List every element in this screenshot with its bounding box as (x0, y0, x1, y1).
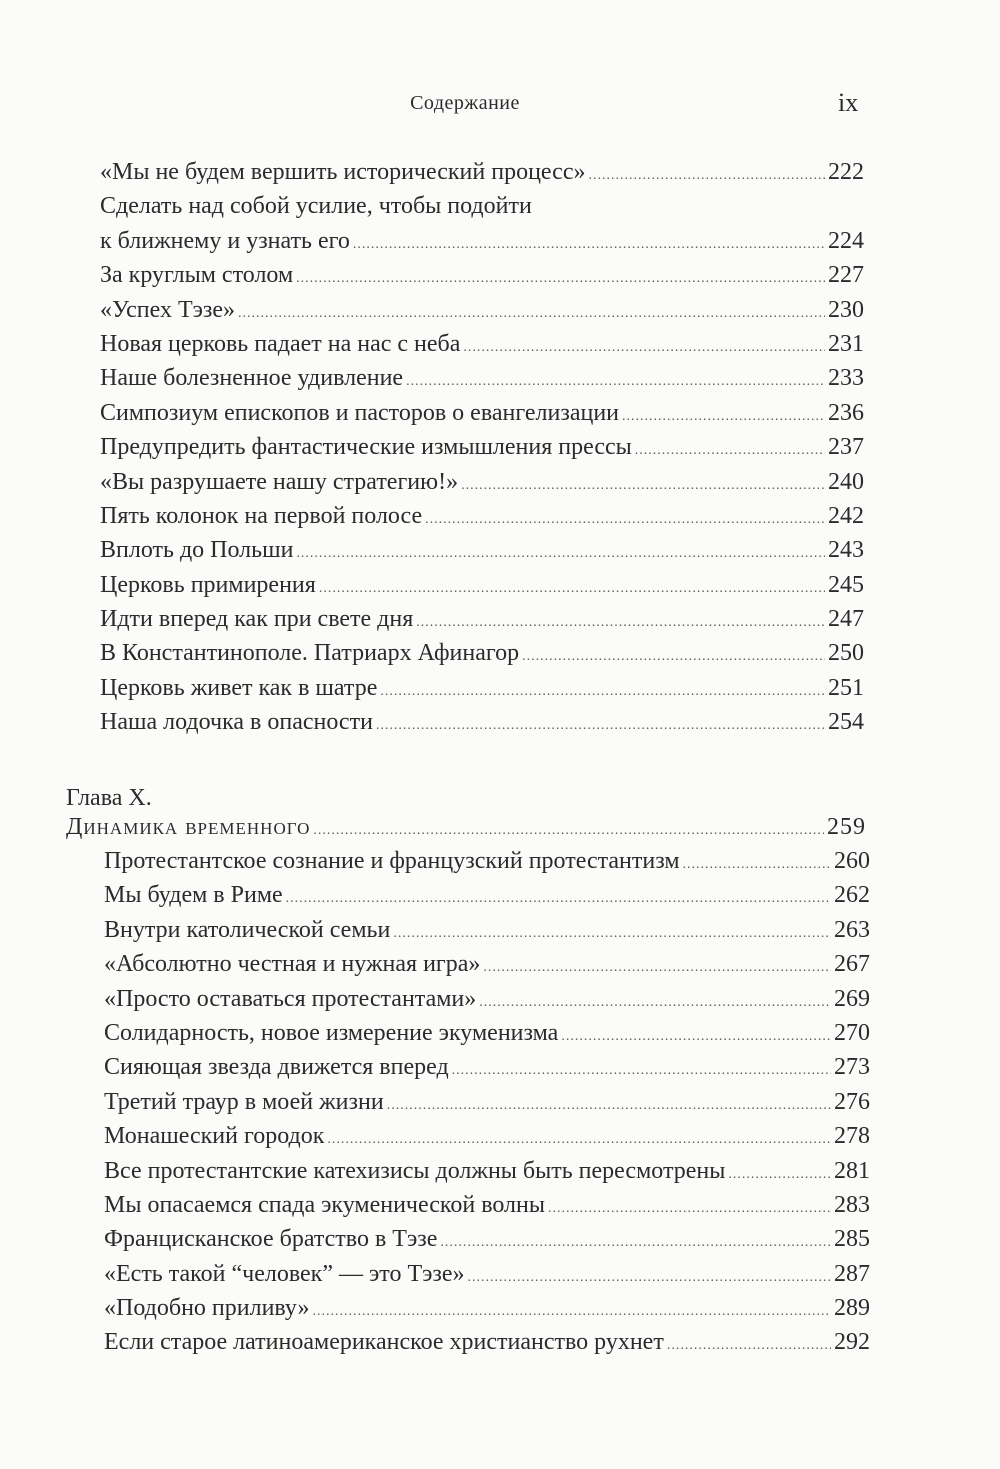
toc-chapter-entry (66, 810, 866, 844)
toc-entry (104, 878, 870, 912)
dot-leader (319, 572, 825, 606)
toc-entry (100, 430, 864, 464)
toc-entry-page: 242 (828, 502, 864, 529)
toc-entry-title: «Подобно приливу» (104, 1295, 310, 1322)
toc-entry-title: Третий траур в моей жизни (104, 1088, 384, 1115)
toc-entry-title: Монашеский городок (104, 1123, 325, 1150)
dot-leader (588, 159, 825, 193)
toc-section-2 (104, 844, 870, 1360)
toc-entry (104, 982, 870, 1016)
toc-entry-page: 267 (834, 951, 870, 978)
chapter-label: Глава X. (66, 785, 152, 811)
toc-entry (100, 189, 864, 258)
toc-entry-title: Наше болезненное удивление (100, 365, 404, 392)
toc-entry (104, 1119, 870, 1153)
dot-leader (461, 469, 825, 503)
toc-entry-title: В Константинополе. Патриарх Афинагор (100, 640, 520, 667)
toc-entry-title: Внутри католической семьи (104, 916, 391, 943)
toc-entry-page: 222 (828, 159, 864, 185)
toc-entry-title: Францисканское братство в Тэзе (104, 1226, 438, 1253)
toc-entry-title: «Просто оставаться протестантами» (104, 985, 477, 1012)
toc-entry (104, 1154, 870, 1188)
toc-entry-page: 250 (828, 640, 864, 667)
toc-entry-page: 233 (828, 365, 864, 392)
toc-entry (104, 1188, 870, 1222)
toc-entry-title: Сияющая звезда движется вперед (104, 1054, 449, 1081)
toc-entry (104, 1222, 870, 1256)
dot-leader (440, 1226, 831, 1260)
dot-leader (483, 951, 831, 985)
toc-entry (100, 602, 864, 636)
toc-entry (104, 1050, 870, 1084)
dot-leader (380, 675, 825, 709)
toc-entry-title-line1: Сделать над собой усилие, чтобы подойти (100, 193, 532, 220)
toc-entry-page: 236 (828, 399, 864, 426)
chapter-title-row (66, 810, 866, 844)
toc-entry (100, 361, 864, 395)
toc-entry-title: Протестантское сознание и французский протестантизм (104, 848, 680, 874)
toc-entry-page: 245 (828, 571, 864, 598)
dot-leader (238, 297, 825, 331)
toc-entry (104, 1085, 870, 1119)
chapter-page: 259 (827, 814, 866, 840)
toc-entry (100, 155, 864, 189)
toc-entry-title: За круглым столом (100, 262, 294, 289)
toc-entry-title: Все протестантские катехизисы должны быть пересмотрены (104, 1157, 726, 1184)
toc-entry-title: «Абсолютно честная и нужная игра» (104, 951, 481, 978)
toc-entry (100, 568, 864, 602)
toc-entry (104, 844, 870, 878)
dot-leader (313, 1295, 831, 1329)
dot-leader (376, 709, 825, 743)
dot-leader (425, 503, 825, 537)
toc-section-1 (100, 155, 864, 740)
toc-entry-title: Симпозиум епископов и пасторов о евангелизации (100, 399, 620, 426)
toc-entry-page: 262 (834, 882, 870, 909)
toc-entry-title: Идти вперед как при свете дня (100, 606, 414, 633)
toc-entry-title: Мы будем в Риме (104, 882, 283, 909)
toc-entry (100, 636, 864, 670)
toc-entry-title: «Вы разрушаете нашу стратегию!» (100, 468, 459, 495)
toc-entry (100, 465, 864, 499)
toc-entry-page: 240 (828, 468, 864, 495)
toc-entry-title: Новая церковь падает на нас с неба (100, 330, 461, 357)
dot-leader (463, 331, 825, 365)
toc-entry-page: 269 (834, 985, 870, 1012)
toc-entry (104, 1291, 870, 1325)
toc-entry-title: Вплоть до Польши (100, 537, 294, 564)
dot-leader (468, 1261, 831, 1295)
toc-entry-page: 251 (828, 674, 864, 701)
toc-entry-title: к ближнему и узнать его (100, 227, 350, 254)
dot-leader (387, 1089, 831, 1123)
toc-entry (104, 1325, 870, 1359)
toc-entry (100, 258, 864, 292)
toc-entry-title: «Мы не будем вершить исторический процесс» (100, 159, 586, 185)
toc-entry-page: 287 (834, 1260, 870, 1287)
running-title: Содержание (410, 92, 520, 114)
toc-entry-page: 273 (834, 1054, 870, 1081)
toc-entry-title: Церковь живет как в шатре (100, 674, 378, 701)
toc-entry-title: Церковь примирения (100, 571, 316, 598)
toc-entry (104, 1016, 870, 1050)
dot-leader (296, 537, 825, 571)
dot-leader (622, 400, 825, 434)
dot-leader (452, 1054, 831, 1088)
dot-leader (728, 1158, 831, 1192)
dot-leader (353, 228, 825, 262)
dot-leader (561, 1020, 831, 1054)
toc-entry-title: Пять колонок на первой полосе (100, 502, 423, 529)
toc-entry-page: 281 (834, 1157, 870, 1184)
toc-entry (100, 293, 864, 327)
dot-leader (393, 917, 831, 951)
toc-entry-page: 263 (834, 916, 870, 943)
toc-entry-page: 289 (834, 1295, 870, 1322)
toc-entry-page: 278 (834, 1123, 870, 1150)
toc-entry-title: Солидарность, новое измерение экуменизма (104, 1019, 559, 1046)
toc-entry (104, 947, 870, 981)
dot-leader (667, 1329, 831, 1363)
toc-entry-page: 247 (828, 606, 864, 633)
toc-entry-page: 276 (834, 1088, 870, 1115)
toc-entry-title: Мы опасаемся спада экуменической волны (104, 1191, 545, 1218)
toc-entry-page: 227 (828, 262, 864, 289)
dot-leader (548, 1192, 831, 1226)
dot-leader (479, 986, 831, 1020)
toc-entry (100, 671, 864, 705)
toc-entry-title: Предупредить фантастические измышления прессы (100, 434, 632, 461)
toc-entry-page: 243 (828, 537, 864, 564)
dot-leader (286, 882, 831, 916)
toc-entry-page: 237 (828, 434, 864, 461)
toc-entry-title: «Есть такой “человек” — это Тэзе» (104, 1260, 465, 1287)
toc-entry-page: 260 (834, 848, 870, 874)
page-number: ix (838, 88, 859, 117)
toc-entry-page: 283 (834, 1191, 870, 1218)
dot-leader (327, 1123, 831, 1157)
dot-leader (406, 365, 825, 399)
dot-leader (683, 848, 831, 882)
dot-leader (416, 606, 825, 640)
chapter-title: Динамика временного (66, 814, 311, 840)
toc-entry (104, 1257, 870, 1291)
dot-leader (635, 434, 825, 468)
toc-entry-page: 254 (828, 709, 864, 736)
toc-entry-page: 224 (828, 227, 864, 254)
toc-entry (100, 533, 864, 567)
toc-entry-title: «Успех Тэзе» (100, 296, 236, 323)
toc-entry-title: Наша лодочка в опасности (100, 709, 373, 736)
toc-entry-page: 285 (834, 1226, 870, 1253)
toc-entry (104, 913, 870, 947)
toc-entry (100, 396, 864, 430)
dot-leader (522, 640, 825, 674)
running-head (0, 88, 1000, 118)
dot-leader (296, 262, 825, 296)
toc-entry (100, 705, 864, 739)
toc-entry-title: Если старое латиноамериканское христианство рухнет (104, 1329, 664, 1356)
toc-entry-page: 231 (828, 330, 864, 357)
toc-entry (100, 499, 864, 533)
toc-entry-page: 292 (834, 1329, 870, 1356)
toc-entry-page: 230 (828, 296, 864, 323)
toc-entry-page: 270 (834, 1019, 870, 1046)
toc-entry (100, 327, 864, 361)
